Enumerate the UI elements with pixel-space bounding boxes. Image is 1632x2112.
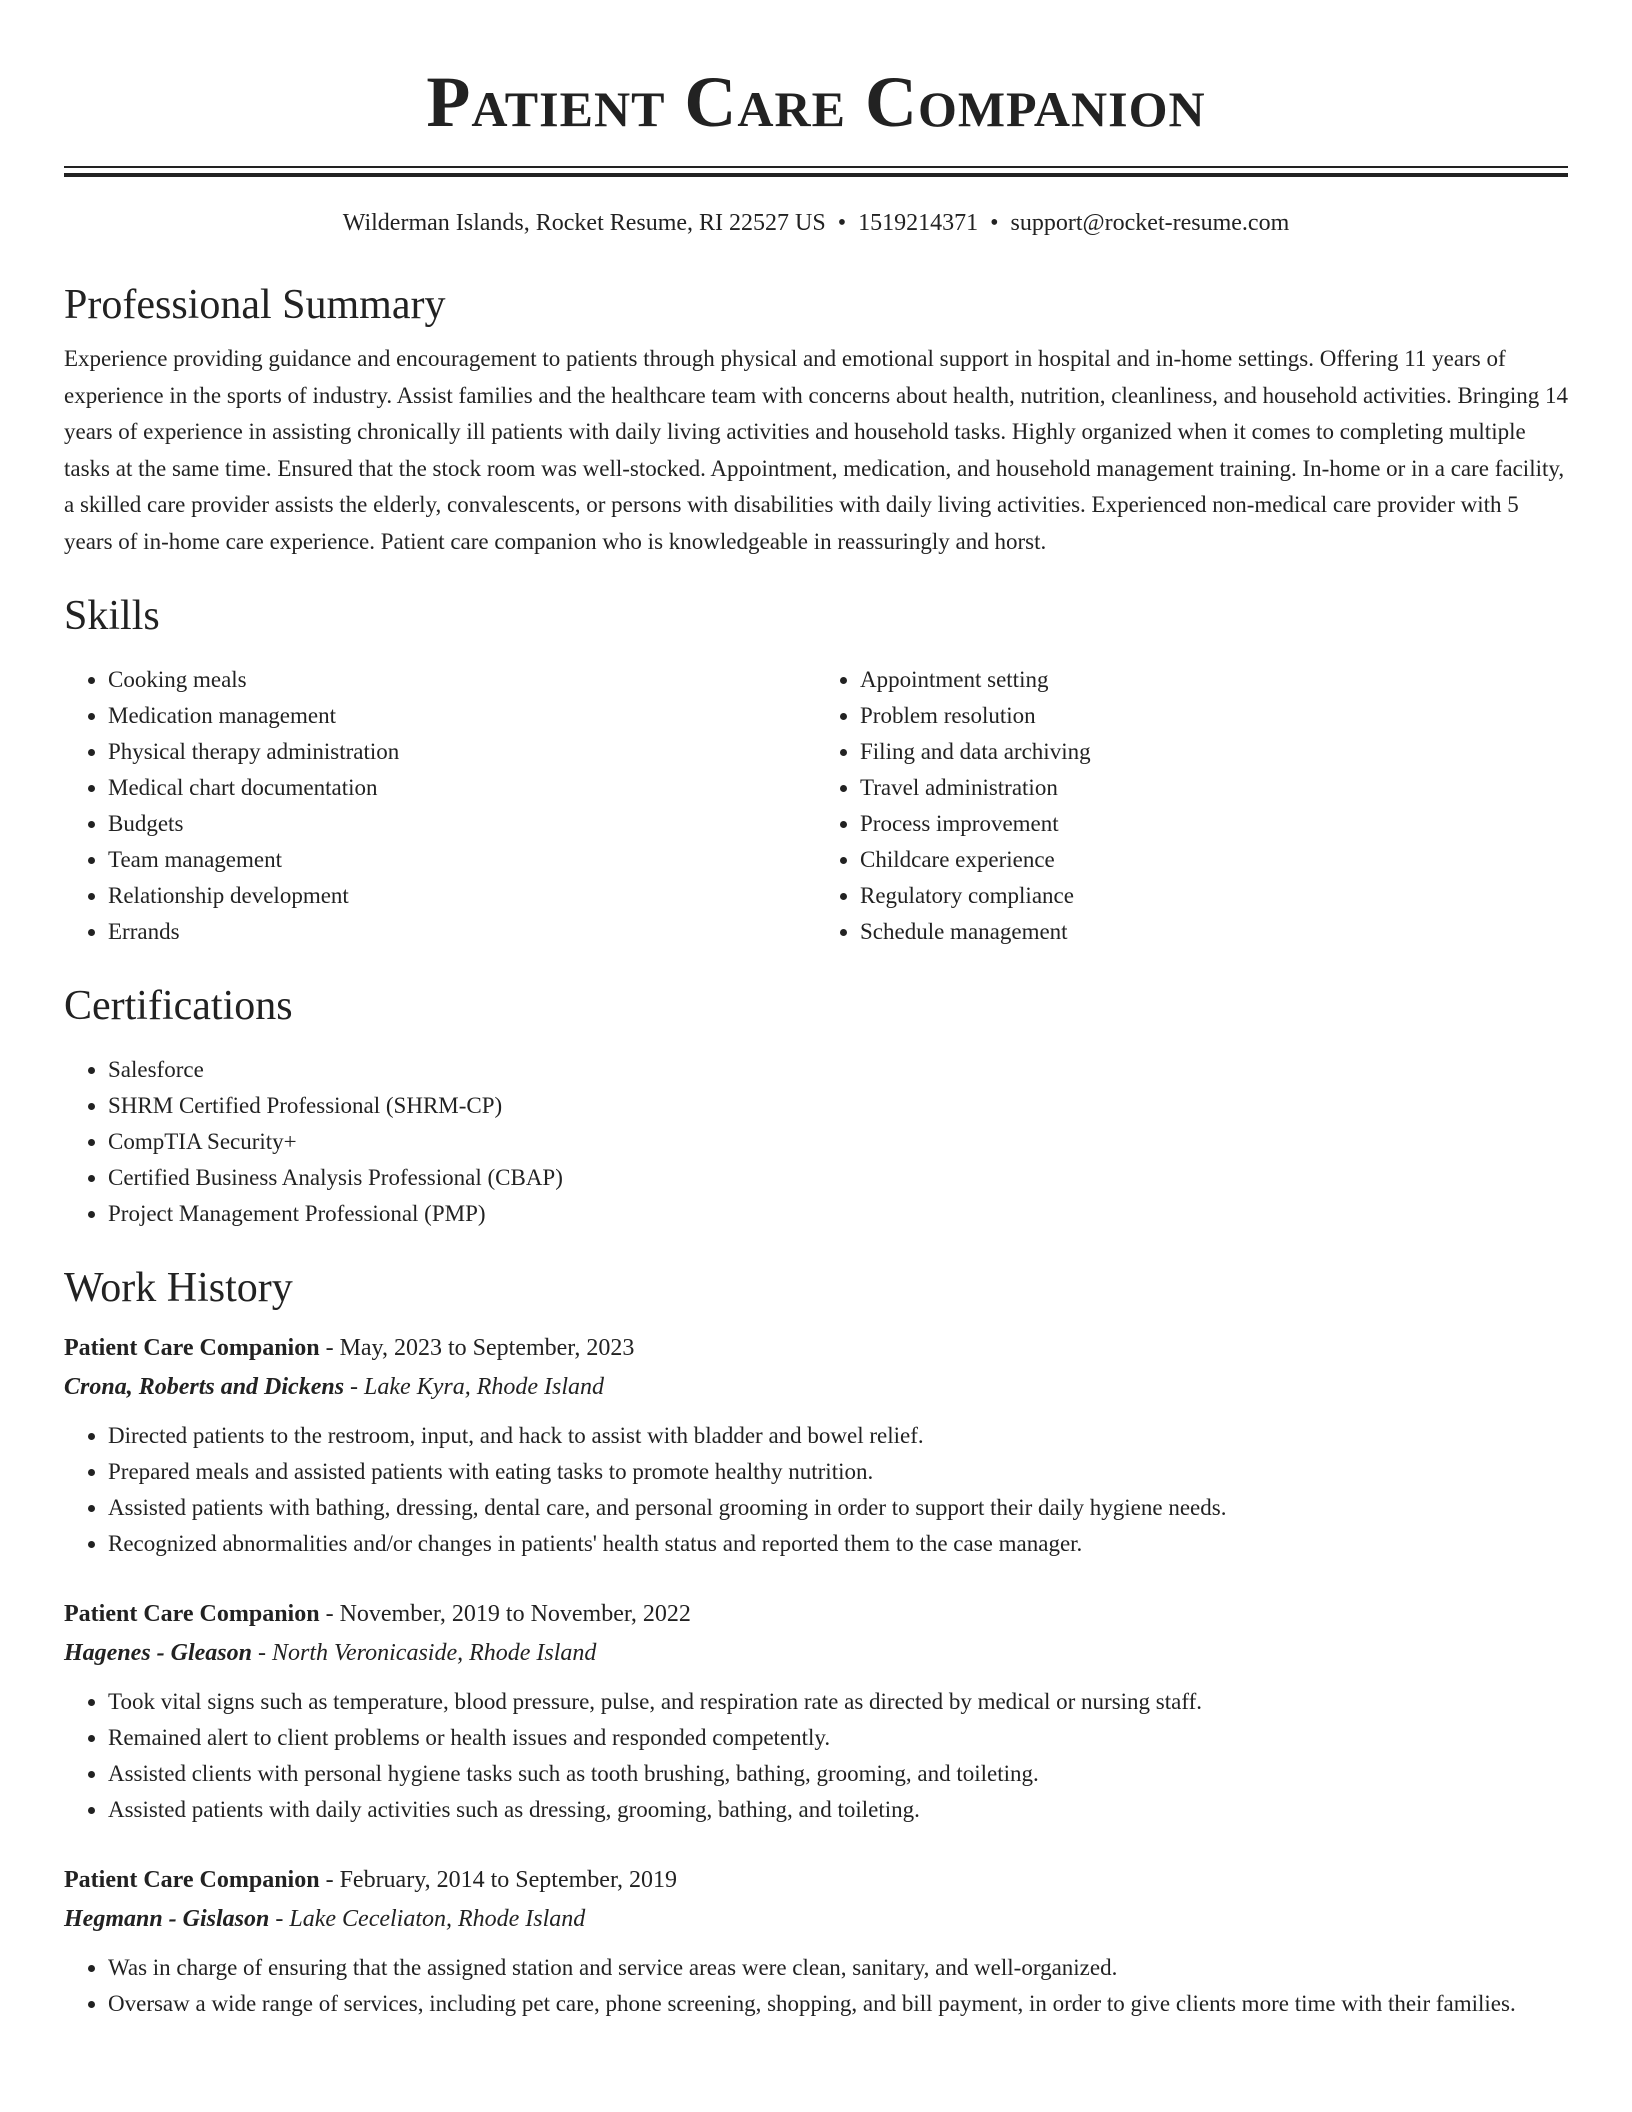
job-duty: • Prepared meals and assisted patients with eating tasks to promote healthy nutrition. <box>108 1454 1568 1490</box>
job-dash: - <box>269 1906 290 1932</box>
certifications-heading: Certifications <box>64 983 293 1029</box>
job-dash: - <box>344 1374 365 1400</box>
job-title-line <box>64 1860 1568 1900</box>
job-duties <box>64 1950 1568 2022</box>
skills-heading: Skills <box>64 593 160 639</box>
contact-separator: • <box>837 210 847 236</box>
certification-item: • Salesforce <box>108 1052 1568 1088</box>
job-dash: - <box>319 1867 340 1893</box>
skills-column-left <box>64 662 816 950</box>
job-duties <box>64 1684 1568 1828</box>
resume-name: Patient Care Companion <box>426 62 1206 142</box>
job-dates: February, 2014 to September, 2019 <box>339 1867 677 1893</box>
skill-item: • Childcare experience <box>860 842 1568 878</box>
skills-list <box>64 662 1568 950</box>
skill-item: • Relationship development <box>108 878 816 914</box>
job-duty: • Took vital signs such as temperature, blood pressure, pulse, and respiration rate as directed by medical or nursing staff. <box>108 1684 1568 1720</box>
job-title: Patient Care Companion <box>64 1335 320 1361</box>
certification-item: • CompTIA Security+ <box>108 1124 1568 1160</box>
skill-item: • Medication management <box>108 698 816 734</box>
job-title: Patient Care Companion <box>64 1867 320 1893</box>
job-employer-line <box>64 1634 1568 1672</box>
skill-item: • Travel administration <box>860 770 1568 806</box>
job-dash: - <box>319 1601 340 1627</box>
contact-separator: • <box>990 210 999 236</box>
certification-item: • Certified Business Analysis Professional (CBAP) <box>108 1160 1568 1196</box>
certifications-list <box>64 1052 1568 1232</box>
certification-item: • SHRM Certified Professional (SHRM-CP) <box>108 1088 1568 1124</box>
job-location: North Veronicaside, Rhode Island <box>272 1640 597 1666</box>
contact-line <box>64 207 1568 239</box>
job-duty: • Directed patients to the restroom, input, and hack to assist with bladder and bowel relief. <box>108 1418 1568 1454</box>
contact-address: Wilderman Islands, Rocket Resume, RI 22527 US <box>342 210 826 236</box>
job-duty: • Assisted patients with daily activities such as dressing, grooming, bathing, and toileting. <box>108 1792 1568 1828</box>
skill-item: • Physical therapy administration <box>108 734 816 770</box>
job-title: Patient Care Companion <box>64 1601 320 1627</box>
summary-heading: Professional Summary <box>64 282 446 328</box>
job-dates: May, 2023 to September, 2023 <box>339 1335 635 1361</box>
skill-item: • Errands <box>108 914 816 950</box>
summary-text: Experience providing guidance and encouragement to patients through physical and emotional support in hospital and in-home settings. Offering 11 years of experience in the sports of industry. Assist families and the healthcare team with concerns about health, nutrition, cleanliness, and household activities. Bringing 14 years of experience in assisting chronically ill patients with daily living activities and household tasks. Highly organized when it comes to completing multiple tasks at the same time. Ensured that the stock room was well-stocked. Appointment, medication, and household management training. In-home or in a care facility, a skilled care provider assists the elderly, convalescents, or persons with disabilities with daily living activities. Experienced non-medical care provider with 5 years of in-home care experience. Patient care companion who is knowledgeable in reassuringly and horst. <box>64 346 1568 554</box>
skill-item: • Schedule management <box>860 914 1568 950</box>
certification-item: • Project Management Professional (PMP) <box>108 1196 1568 1232</box>
job-duty: • Was in charge of ensuring that the assigned station and service areas were clean, sanitary, and well-organized. <box>108 1950 1568 1986</box>
job-employer-line <box>64 1900 1568 1938</box>
skills-column-right <box>816 662 1568 950</box>
skill-item: • Budgets <box>108 806 816 842</box>
job-entry <box>64 1860 1568 2022</box>
header-divider <box>64 166 1568 177</box>
skill-item: • Team management <box>108 842 816 878</box>
skill-item: • Filing and data archiving <box>860 734 1568 770</box>
job-location: Lake Kyra, Rhode Island <box>364 1374 605 1400</box>
job-entry <box>64 1594 1568 1828</box>
contact-phone: 1519214371 <box>858 210 979 236</box>
contact-email[interactable]: support@rocket-resume.com <box>1010 210 1290 236</box>
job-company: Crona, Roberts and Dickens <box>64 1374 345 1400</box>
job-title-line <box>64 1328 1568 1368</box>
skill-item: • Problem resolution <box>860 698 1568 734</box>
skill-item: • Regulatory compliance <box>860 878 1568 914</box>
job-employer-line <box>64 1368 1568 1406</box>
work-history-heading: Work History <box>64 1265 293 1311</box>
skill-item: • Appointment setting <box>860 662 1568 698</box>
job-duty: • Recognized abnormalities and/or changes in patients' health status and reported them to the case manager. <box>108 1526 1568 1562</box>
job-company: Hegmann - Gislason <box>64 1906 270 1932</box>
job-dash: - <box>252 1640 272 1666</box>
skill-item: • Medical chart documentation <box>108 770 816 806</box>
job-dates: November, 2019 to November, 2022 <box>339 1601 691 1627</box>
skill-item: • Cooking meals <box>108 662 816 698</box>
job-duty: • Assisted patients with bathing, dressing, dental care, and personal grooming in order to support their daily hygiene needs. <box>108 1490 1568 1526</box>
job-title-line <box>64 1594 1568 1634</box>
job-entry <box>64 1328 1568 1562</box>
job-location: Lake Ceceliaton, Rhode Island <box>289 1906 586 1932</box>
job-duty: • Assisted clients with personal hygiene tasks such as tooth brushing, bathing, grooming, and toileting. <box>108 1756 1568 1792</box>
job-duty: • Remained alert to client problems or health issues and responded competently. <box>108 1720 1568 1756</box>
job-duty: • Oversaw a wide range of services, including pet care, phone screening, shopping, and bill payment, in order to give clients more time with their families. <box>108 1986 1568 2022</box>
skill-item: • Process improvement <box>860 806 1568 842</box>
job-duties <box>64 1418 1568 1562</box>
job-dash: - <box>319 1335 340 1361</box>
job-company: Hagenes - Gleason <box>64 1640 252 1666</box>
